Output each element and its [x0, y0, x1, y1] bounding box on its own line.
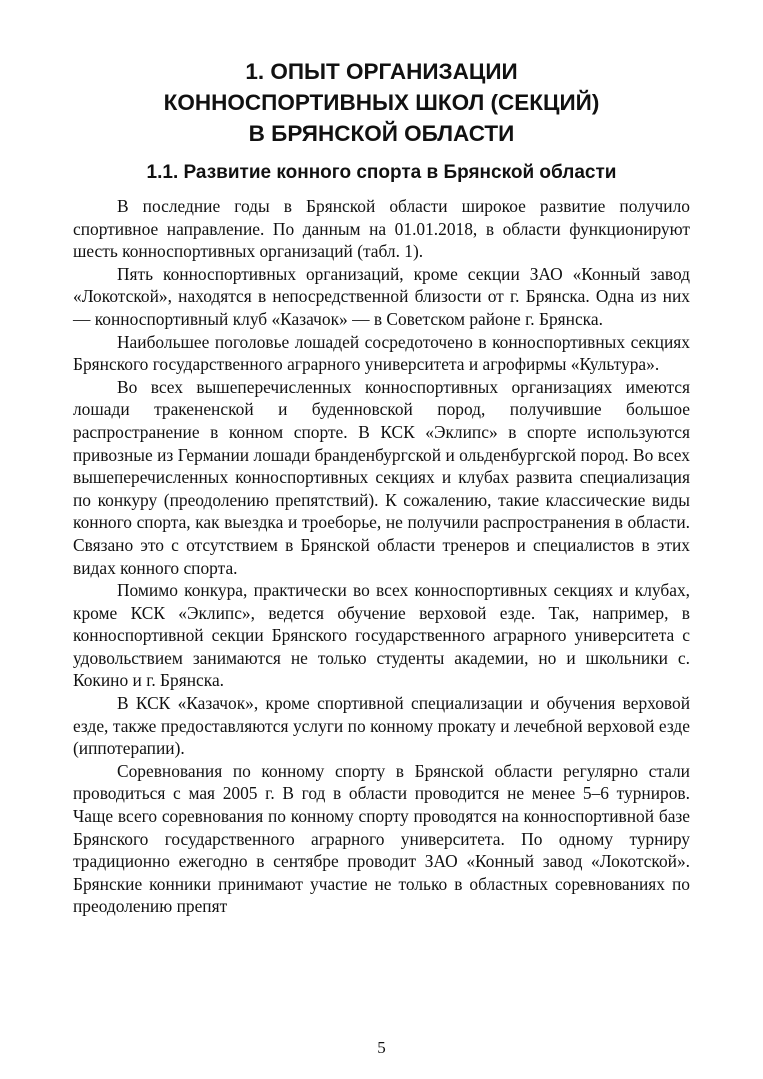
- paragraph: В последние годы в Брянской области широкое развитие получило спортивное направление. По данным на 01.01.2018, в области функционируют шесть конноспортивных организаций (табл. 1).: [73, 196, 690, 262]
- chapter-title: [73, 56, 690, 149]
- paragraph: Наибольшее поголовье лошадей сосредоточено в конноспортивных секциях Брянского государственного аграрного университета и агрофирмы «Культура».: [73, 331, 690, 375]
- paragraph: Во всех вышеперечисленных конноспортивных организациях имеются лошади тракененской и буденновской пород, получившие большое распространение в конном спорте. В КСК «Эклипс» в спорте используются привозные из Германии лошади бранденбургской и ольденбургской пород. Во всех вышеперечисленных конноспортивных секциях и клубах развита специализация по конкуру (преодолению препятствий). К сожалению, такие классические виды конного спорта, как выездка и троеборье, не получили распространения в области. Связано это с отсутствием в Брянской области тренеров и специалистов в этих видах конного спорта.: [73, 376, 690, 578]
- paragraph: Помимо конкура, практически во всех конноспортивных секциях и клубах, кроме КСК «Эклипс», ведется обучение верховой езде. Так, например, в конноспортивной секции Брянского государственного аграрного университета с удовольствием занимаются не только студенты академии, но и школьники с. Кокино и г. Брянска.: [73, 580, 690, 691]
- body-text: [73, 195, 690, 918]
- chapter-title-line: 1. ОПЫТ ОРГАНИЗАЦИИ: [245, 59, 518, 84]
- chapter-title-line: КОННОСПОРТИВНЫХ ШКОЛ (СЕКЦИЙ): [163, 90, 600, 115]
- paragraph: В КСК «Казачок», кроме спортивной специализации и обучения верховой езде, также предоставляются услуги по конному прокату и лечебной верховой езде (иппотерапии).: [73, 693, 690, 759]
- paragraph: Пять конноспортивных организаций, кроме секции ЗАО «Конный завод «Локотской», находятся в непосредственной близости от г. Брянска. Одна из них — конноспортивный клуб «Казачок» — в Советском районе г. Брянска.: [73, 263, 690, 329]
- paragraph: Соревнования по конному спорту в Брянской области регулярно стали проводиться с мая 2005 г. В год в области проводится не менее 5–6 турниров. Чаще всего соревнования по конному спорту проводятся на конноспортивной базе Брянского государственного аграрного университета. По одному турниру традиционно ежегодно в сентябре проводит ЗАО «Конный завод «Локотской». Брянские конники принимают участие не только в областных соревнованиях по преодолению препят: [73, 760, 690, 917]
- section-title: 1.1. Развитие конного спорта в Брянской области: [146, 162, 617, 183]
- page-number: 5: [377, 1038, 386, 1057]
- chapter-title-line: В БРЯНСКОЙ ОБЛАСТИ: [248, 121, 515, 146]
